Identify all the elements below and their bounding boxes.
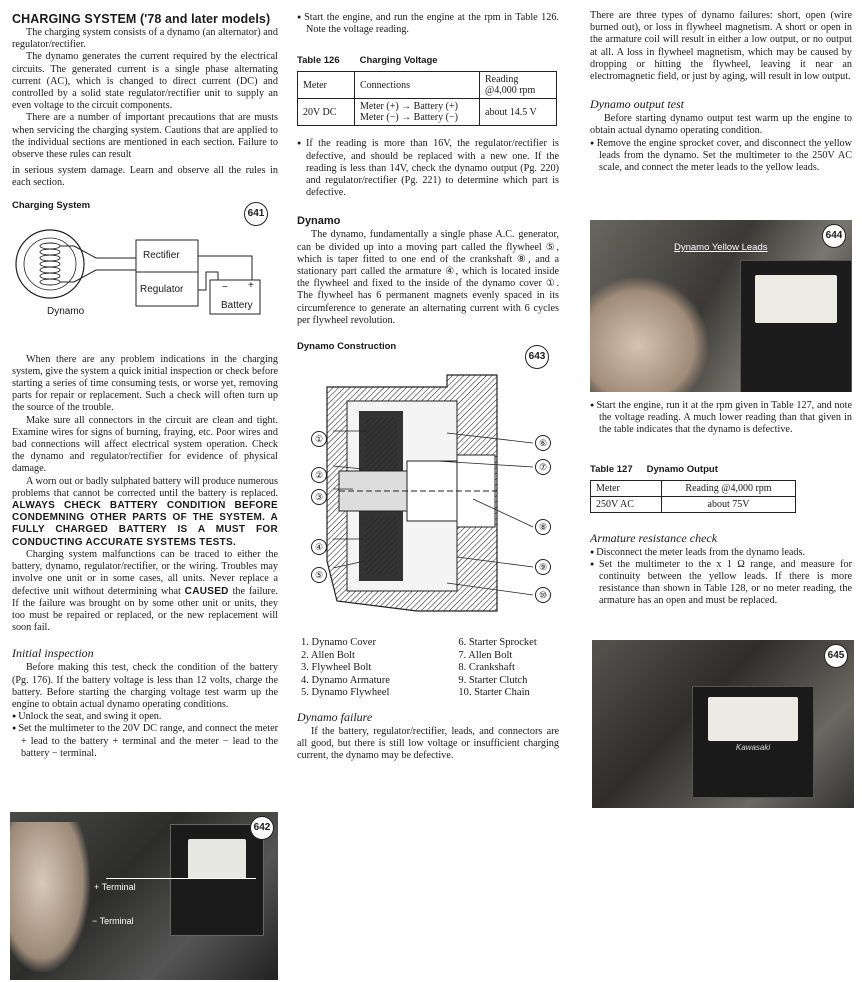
- multimeter: [170, 824, 264, 936]
- meter-dial: [708, 697, 798, 741]
- table-row: [591, 480, 796, 496]
- meter-brand: Kawasaki: [735, 743, 771, 752]
- column-1: [12, 0, 278, 760]
- dynamo-cross-section: [297, 361, 559, 631]
- table-cell: [355, 99, 480, 126]
- dynamo-output-photo: [590, 220, 852, 392]
- bullet-item: ● Set the multimeter to the 20V DC range, and connect the meter + lead to the battery + terminal and the meter − lead to the battery − terminal.: [12, 723, 278, 760]
- table-header: Reading @4,000 rpm: [662, 480, 796, 496]
- callout-5: ⑤: [311, 567, 327, 583]
- table-126-caption: [297, 50, 559, 68]
- table-row: [298, 72, 557, 99]
- legend-item: 8. Crankshaft: [458, 662, 515, 674]
- minus-terminal-label: − Terminal: [92, 916, 134, 926]
- callout-3: ③: [311, 489, 327, 505]
- paragraph: in serious system damage. Learn and observe all the rules in each section.: [12, 165, 278, 189]
- paragraph: [12, 476, 278, 549]
- table-cell: about 75V: [662, 496, 796, 512]
- connection-line: Meter (−) → Battery (−): [360, 112, 458, 124]
- legend-item: 4. Dynamo Armature: [301, 674, 390, 686]
- figure-number: 644: [822, 224, 846, 248]
- callout-1: ①: [311, 431, 327, 447]
- figure-number: 645: [824, 644, 848, 668]
- emphasis-text: ALWAYS CHECK BATTERY CONDITION BEFORE CONDEMNING OTHER PARTS OF THE SYSTEM. A FULLY CHARGED BATTERY IS A MUST FOR CONDUCTING ACCURATE SYSTEMS TESTS.: [12, 500, 278, 548]
- callout-8: ⑧: [535, 519, 551, 535]
- multimeter: [692, 686, 814, 798]
- leader-line: [106, 878, 256, 879]
- multimeter: [740, 260, 852, 392]
- table-127: [590, 480, 796, 513]
- figure-legend: [297, 637, 559, 700]
- battery-plus-label: +: [248, 279, 254, 291]
- meter-dial: [188, 839, 246, 879]
- subsection-title: Initial inspection: [12, 646, 94, 661]
- rectifier-label: Rectifier: [143, 249, 180, 261]
- armature-resistance-photo: [592, 640, 854, 808]
- plus-terminal-label: + Terminal: [94, 882, 136, 892]
- bullet-item: ● Remove the engine sprocket cover, and disconnect the yellow leads from the dynamo. Set the multimeter to the 250V AC scale, and connect the meter leads to the yellow leads.: [590, 138, 852, 175]
- dynamo-construction-figure: [297, 341, 559, 637]
- text-span: the failure. If the failure was brought on by some other unit or units, they too must be repaired or replaced, or the new replacement will soon fail.: [12, 585, 279, 634]
- table-cell: about 14.5 V: [480, 99, 557, 126]
- callout-10: ⑩: [535, 587, 551, 603]
- figure-title: Charging System: [12, 199, 91, 211]
- hand-shape: [10, 822, 90, 972]
- column-3-lower: [590, 400, 852, 608]
- text-span: A worn out or badly sulphated battery will produce numerous problems that cannot be corrected until the battery is replaced.: [12, 475, 278, 499]
- table-cell: 250V AC: [591, 496, 662, 512]
- callout-2: ②: [311, 467, 327, 483]
- subsection-title: Dynamo failure: [297, 710, 373, 725]
- bullet-item: ● Unlock the seat, and swing it open.: [12, 711, 278, 723]
- table-127-caption: [590, 459, 852, 477]
- dynamo-label: Dynamo: [47, 305, 85, 317]
- column-3: [590, 10, 852, 174]
- meter-dial: [755, 275, 837, 323]
- paragraph: If the battery, regulator/rectifier, leads, and connectors are all good, but there is still low voltage or insufficient charging current, the dynamo may be defective.: [297, 726, 559, 762]
- bullet-item: ● If the reading is more than 16V, the regulator/rectifier is defective, and should be replaced with a new one. If the reading is less than 14V, check the dynamo output (Pg. 220) and regulator/rectifier (Pg. 221) to determine which part is defective.: [297, 138, 559, 199]
- subsection-title: Dynamo output test: [590, 97, 684, 112]
- table-header: Meter: [298, 72, 355, 99]
- legend-item: 5. Dynamo Flywheel: [301, 687, 390, 699]
- column-2: [297, 12, 559, 763]
- callout-6: ⑥: [535, 435, 551, 451]
- battery-test-photo: [10, 812, 278, 980]
- legend-item: 7. Allen Bolt: [458, 649, 513, 661]
- charging-system-diagram: [12, 218, 278, 338]
- paragraph: Make sure all connectors in the circuit are clean and tight. Examine wires for signs of burning, fraying, etc. Poor wires and bad connections will affect electrical system operation. Check the dynamo and regulator/rectifier for evidence of physical damage.: [12, 414, 278, 475]
- subsection-title: Armature resistance check: [590, 530, 718, 545]
- legend-item: 10. Starter Chain: [458, 687, 530, 699]
- table-header: Meter: [591, 480, 662, 496]
- legend-item: 2. Allen Bolt: [301, 649, 355, 661]
- section-title: CHARGING SYSTEM ('78 and later models): [12, 12, 271, 26]
- regulator-label: Regulator: [140, 283, 184, 295]
- legend-item: 9. Starter Clutch: [458, 674, 528, 686]
- bullet-item: ● Set the multimeter to the x 1 Ω range, and measure for continuity between the yellow leads. If there is more resistance than shown in Table 128, or no meter reading, the armature has an open and must be replaced.: [590, 559, 852, 608]
- paragraph: When there are any problem indications in the charging system, give the system a quick initial inspection or check before starting a series of time consuming tests, or worse yet, removing parts for repair or replacement. Such a check will often turn up the source of the trouble.: [12, 353, 278, 414]
- table-126: [297, 71, 557, 126]
- callout-9: ⑨: [535, 559, 551, 575]
- battery-label: Battery: [221, 299, 253, 311]
- legend-item: 6. Starter Sprocket: [458, 637, 537, 649]
- legend-item: 3. Flywheel Bolt: [301, 662, 372, 674]
- legend-item: 1. Dynamo Cover: [301, 637, 376, 649]
- paragraph: The charging system consists of a dynamo (an alternator) and regulator/rectifier.: [12, 27, 278, 51]
- figure-title: Dynamo Construction: [297, 341, 397, 353]
- battery-minus-label: −: [222, 281, 228, 293]
- charging-system-figure: [12, 200, 278, 342]
- callout-4: ④: [311, 539, 327, 555]
- figure-number: 643: [525, 345, 549, 369]
- bullet-item: ● Start the engine, run it at the rpm given in Table 127, and note the voltage reading. A much lower reading than that given in the table indicates that the dynamo is defective.: [590, 400, 852, 437]
- hand-shape: [590, 276, 710, 392]
- figure-number: 641: [244, 202, 268, 226]
- table-number: Table 127: [590, 463, 633, 475]
- paragraph: [12, 549, 278, 634]
- paragraph: The dynamo generates the current required by the electrical circuits. The generated current is a single phase alternating current (AC), which is changed to direct current (DC) and controlled by a solid state regulator/rectifier unit to supply an even voltage to the circuit components.: [12, 51, 278, 112]
- emphasis-text: CAUSED: [184, 585, 229, 597]
- yellow-leads-label: Dynamo Yellow Leads: [674, 242, 768, 253]
- table-header: Connections: [355, 72, 480, 99]
- paragraph: Before starting dynamo output test warm up the engine to obtain actual dynamo operating condition.: [590, 113, 852, 137]
- paragraph: There are three types of dynamo failures: short, open (wire burned out), or loss in flywheel magnetism. A short or open in the armature coil will result in either a low output, or no output at all. A loss in flywheel magnetism, which may be caused by dropping or hitting the flywheel, leaving it near an electromagnetic field, or just by aging, will result in low output.: [590, 10, 852, 83]
- table-number: Table 126: [297, 55, 340, 67]
- paragraph: Before making this test, check the condition of the battery (Pg. 176). If the battery voltage is less than 12 volts, charge the battery. Before starting the charging voltage test warm up the engine to obtain actual dynamo operating conditions.: [12, 662, 278, 710]
- table-title: Charging Voltage: [359, 55, 438, 67]
- table-row: [298, 99, 557, 126]
- paragraph: The dynamo, fundamentally a single phase A.C. generator, can be divided up into a moving part called the flywheel ⑤, which is taper fitted to one end of the crankshaft ⑧, and a stationary part called the armature ④, which is located inside the flywheel and fixed to the inside of the dynamo cover ①. The flywheel has 6 permanent magnets evenly spaced in its circumference to generate an alternating current with 6 cycles per flywheel revolution.: [297, 229, 559, 326]
- legend-left: [297, 637, 438, 700]
- connection-line: Meter (+) → Battery (+): [360, 101, 458, 113]
- paragraph: There are a number of important precautions that are musts when servicing the charging system. Cautions that are applied to the individual sections are mentioned in each section. Failure to observe these rules can result: [12, 112, 278, 161]
- callout-7: ⑦: [535, 459, 551, 475]
- bullet-item: ● Start the engine, and run the engine at the rpm in Table 126. Note the voltage reading.: [297, 12, 559, 36]
- table-cell: 20V DC: [298, 99, 355, 126]
- legend-right: [458, 637, 559, 700]
- figure-number: 642: [250, 816, 274, 840]
- text-span: Charging system malfunctions can be traced to either the battery, dynamo, regulator/rectifier, or the wiring. Troubles may involve one unit or in some cases, all units. Never replace a defective unit without determining what: [12, 548, 278, 597]
- bullet-item: ● Disconnect the meter leads from the dynamo leads.: [590, 547, 852, 559]
- table-row: [591, 496, 796, 512]
- table-title: Dynamo Output: [646, 463, 718, 475]
- table-header: Reading @4,000 rpm: [480, 72, 557, 99]
- subsection-title: Dynamo: [297, 215, 341, 228]
